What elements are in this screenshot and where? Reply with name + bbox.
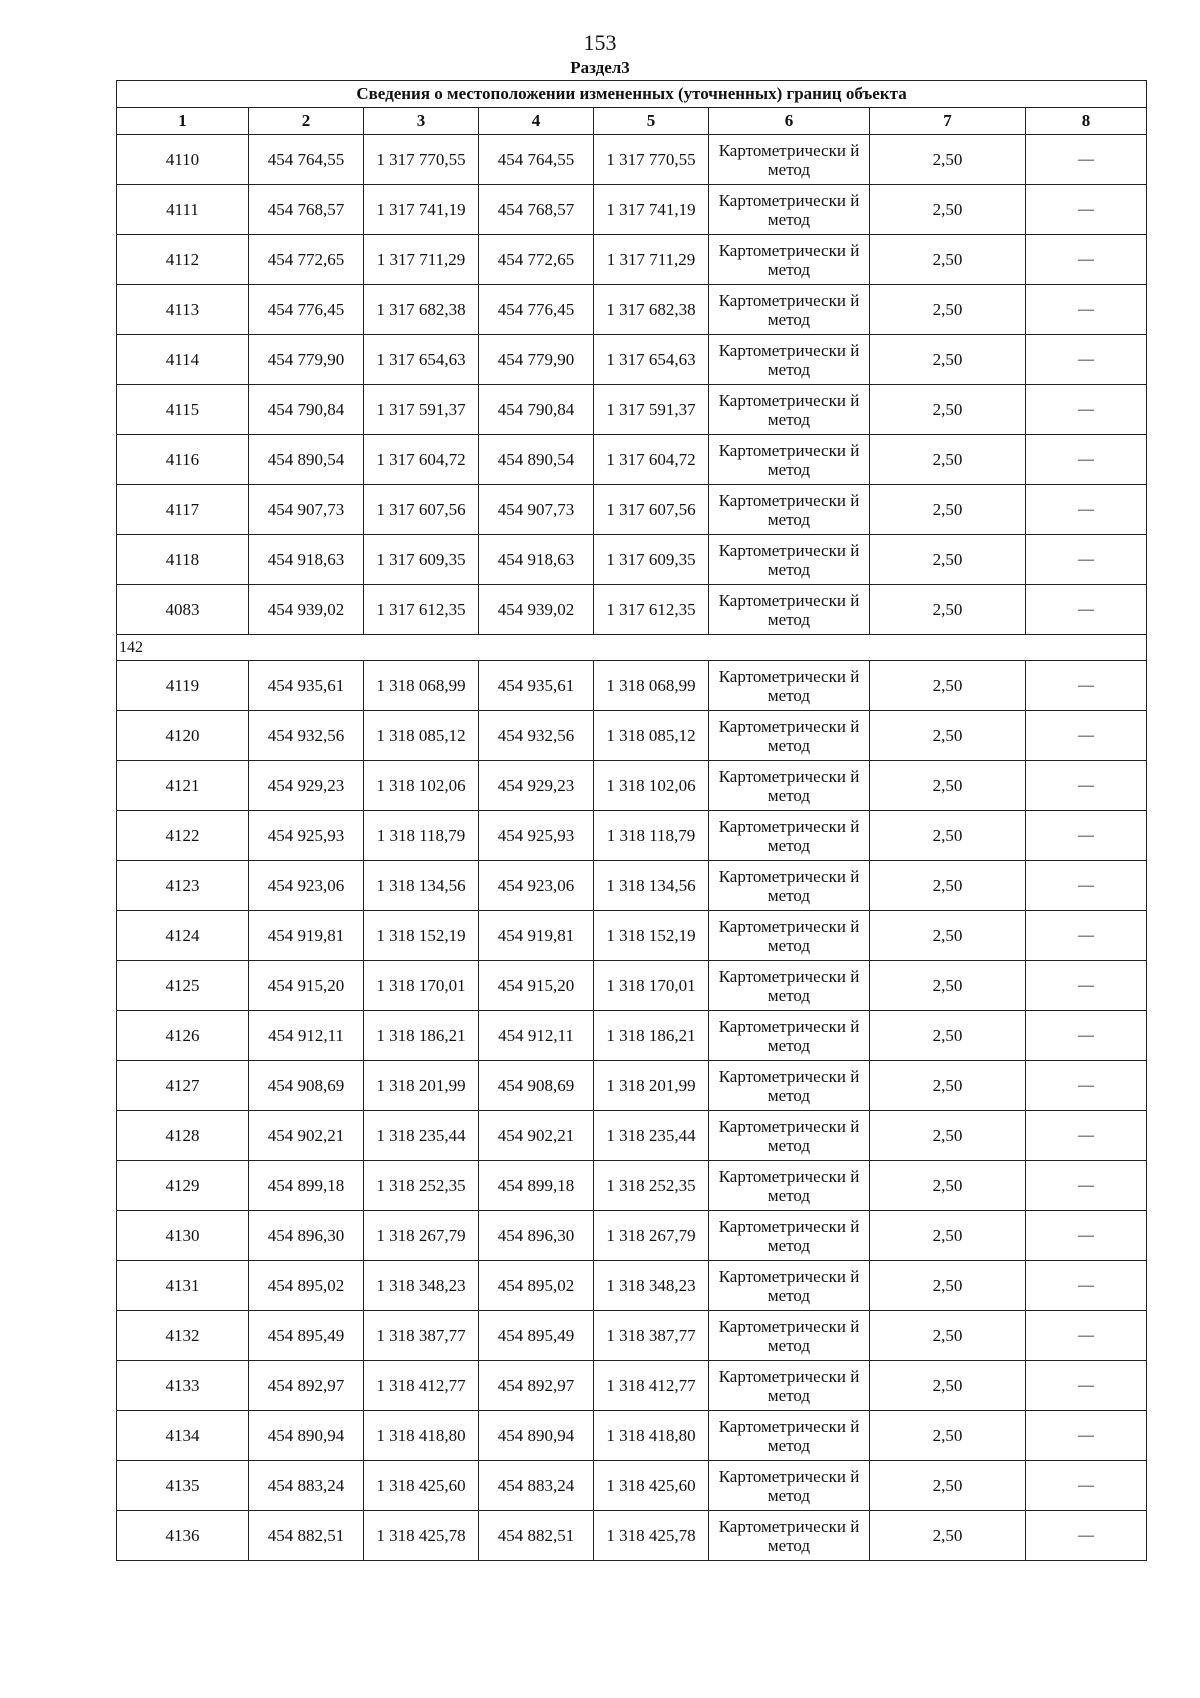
table-row xyxy=(117,861,1147,911)
method-cell: Картометрически й метод xyxy=(709,385,870,435)
point-number-cell: 4132 xyxy=(117,1311,249,1361)
y-refined-cell: 1 318 201,99 xyxy=(594,1061,709,1111)
table-row xyxy=(117,1311,1147,1361)
x-existing-cell: 454 939,02 xyxy=(249,585,364,635)
method-cell: Картометрически й метод xyxy=(709,1111,870,1161)
x-refined-cell: 454 918,63 xyxy=(479,535,594,585)
y-existing-cell: 1 318 102,06 xyxy=(364,761,479,811)
y-existing-cell: 1 318 170,01 xyxy=(364,961,479,1011)
accuracy-cell: 2,50 xyxy=(870,335,1026,385)
point-number-cell: 4083 xyxy=(117,585,249,635)
point-number-cell: 4118 xyxy=(117,535,249,585)
x-existing-cell: 454 768,57 xyxy=(249,185,364,235)
y-existing-cell: 1 317 607,56 xyxy=(364,485,479,535)
note-cell: — xyxy=(1026,1261,1147,1311)
point-number-cell: 4130 xyxy=(117,1211,249,1261)
note-cell: — xyxy=(1026,235,1147,285)
method-cell: Картометрически й метод xyxy=(709,761,870,811)
table-body xyxy=(117,135,1147,1561)
x-existing-cell: 454 883,24 xyxy=(249,1461,364,1511)
table-row xyxy=(117,1211,1147,1261)
table-row xyxy=(117,585,1147,635)
y-refined-cell: 1 318 425,78 xyxy=(594,1511,709,1561)
note-cell: — xyxy=(1026,661,1147,711)
method-cell: Картометрически й метод xyxy=(709,811,870,861)
accuracy-cell: 2,50 xyxy=(870,661,1026,711)
note-cell: — xyxy=(1026,961,1147,1011)
x-existing-cell: 454 902,21 xyxy=(249,1111,364,1161)
y-existing-cell: 1 318 387,77 xyxy=(364,1311,479,1361)
y-refined-cell: 1 318 118,79 xyxy=(594,811,709,861)
y-refined-cell: 1 317 607,56 xyxy=(594,485,709,535)
method-cell: Картометрически й метод xyxy=(709,911,870,961)
point-number-cell: 4116 xyxy=(117,435,249,485)
y-refined-cell: 1 318 418,80 xyxy=(594,1411,709,1461)
accuracy-cell: 2,50 xyxy=(870,585,1026,635)
column-header: 2 xyxy=(249,108,364,135)
accuracy-cell: 2,50 xyxy=(870,535,1026,585)
y-existing-cell: 1 317 591,37 xyxy=(364,385,479,435)
table-row xyxy=(117,235,1147,285)
x-existing-cell: 454 776,45 xyxy=(249,285,364,335)
accuracy-cell: 2,50 xyxy=(870,911,1026,961)
table-row xyxy=(117,961,1147,1011)
table-row xyxy=(117,1111,1147,1161)
x-existing-cell: 454 890,94 xyxy=(249,1411,364,1461)
accuracy-cell: 2,50 xyxy=(870,1511,1026,1561)
method-cell: Картометрически й метод xyxy=(709,185,870,235)
y-existing-cell: 1 317 711,29 xyxy=(364,235,479,285)
table-row xyxy=(117,711,1147,761)
point-number-cell: 4131 xyxy=(117,1261,249,1311)
x-refined-cell: 454 935,61 xyxy=(479,661,594,711)
x-existing-cell: 454 772,65 xyxy=(249,235,364,285)
note-cell: — xyxy=(1026,585,1147,635)
y-refined-cell: 1 318 134,56 xyxy=(594,861,709,911)
point-number-cell: 4114 xyxy=(117,335,249,385)
column-header: 4 xyxy=(479,108,594,135)
y-refined-cell: 1 317 604,72 xyxy=(594,435,709,485)
method-cell: Картометрически й метод xyxy=(709,285,870,335)
method-cell: Картометрически й метод xyxy=(709,861,870,911)
point-number-cell: 4129 xyxy=(117,1161,249,1211)
y-refined-cell: 1 317 591,37 xyxy=(594,385,709,435)
column-header: 6 xyxy=(709,108,870,135)
y-refined-cell: 1 318 186,21 xyxy=(594,1011,709,1061)
x-existing-cell: 454 890,54 xyxy=(249,435,364,485)
x-refined-cell: 454 899,18 xyxy=(479,1161,594,1211)
y-existing-cell: 1 318 425,78 xyxy=(364,1511,479,1561)
method-cell: Картометрически й метод xyxy=(709,1061,870,1111)
table-row xyxy=(117,1161,1147,1211)
y-existing-cell: 1 318 418,80 xyxy=(364,1411,479,1461)
method-cell: Картометрически й метод xyxy=(709,585,870,635)
point-number-cell: 4128 xyxy=(117,1111,249,1161)
table-row xyxy=(117,135,1147,185)
y-existing-cell: 1 318 412,77 xyxy=(364,1361,479,1411)
method-cell: Картометрически й метод xyxy=(709,1211,870,1261)
note-cell: — xyxy=(1026,1011,1147,1061)
note-cell: — xyxy=(1026,285,1147,335)
method-cell: Картометрически й метод xyxy=(709,711,870,761)
y-refined-cell: 1 318 425,60 xyxy=(594,1461,709,1511)
accuracy-cell: 2,50 xyxy=(870,1311,1026,1361)
accuracy-cell: 2,50 xyxy=(870,811,1026,861)
y-refined-cell: 1 318 085,12 xyxy=(594,711,709,761)
x-refined-cell: 454 764,55 xyxy=(479,135,594,185)
point-number-cell: 4119 xyxy=(117,661,249,711)
y-refined-cell: 1 317 612,35 xyxy=(594,585,709,635)
method-cell: Картометрически й метод xyxy=(709,235,870,285)
group-row xyxy=(117,635,1147,661)
note-cell: — xyxy=(1026,1511,1147,1561)
table-row xyxy=(117,1361,1147,1411)
accuracy-cell: 2,50 xyxy=(870,1011,1026,1061)
group-label: 142 xyxy=(117,635,1147,661)
x-refined-cell: 454 939,02 xyxy=(479,585,594,635)
accuracy-cell: 2,50 xyxy=(870,861,1026,911)
note-cell: — xyxy=(1026,1411,1147,1461)
x-refined-cell: 454 883,24 xyxy=(479,1461,594,1511)
y-refined-cell: 1 318 267,79 xyxy=(594,1211,709,1261)
x-refined-cell: 454 779,90 xyxy=(479,335,594,385)
note-cell: — xyxy=(1026,1211,1147,1261)
accuracy-cell: 2,50 xyxy=(870,435,1026,485)
point-number-cell: 4123 xyxy=(117,861,249,911)
method-cell: Картометрически й метод xyxy=(709,1461,870,1511)
y-existing-cell: 1 317 654,63 xyxy=(364,335,479,385)
y-existing-cell: 1 318 201,99 xyxy=(364,1061,479,1111)
x-existing-cell: 454 764,55 xyxy=(249,135,364,185)
x-refined-cell: 454 890,54 xyxy=(479,435,594,485)
table-row xyxy=(117,1261,1147,1311)
boundary-coordinates-table xyxy=(116,80,1147,1561)
accuracy-cell: 2,50 xyxy=(870,285,1026,335)
y-refined-cell: 1 317 609,35 xyxy=(594,535,709,585)
table-row xyxy=(117,761,1147,811)
method-cell: Картометрически й метод xyxy=(709,535,870,585)
note-cell: — xyxy=(1026,1061,1147,1111)
x-refined-cell: 454 929,23 xyxy=(479,761,594,811)
note-cell: — xyxy=(1026,1461,1147,1511)
x-existing-cell: 454 882,51 xyxy=(249,1511,364,1561)
x-refined-cell: 454 895,02 xyxy=(479,1261,594,1311)
x-refined-cell: 454 907,73 xyxy=(479,485,594,535)
accuracy-cell: 2,50 xyxy=(870,1211,1026,1261)
table-row xyxy=(117,1011,1147,1061)
x-refined-cell: 454 925,93 xyxy=(479,811,594,861)
note-cell: — xyxy=(1026,435,1147,485)
note-cell: — xyxy=(1026,185,1147,235)
y-refined-cell: 1 317 770,55 xyxy=(594,135,709,185)
table-row xyxy=(117,1511,1147,1561)
table-row xyxy=(117,335,1147,385)
point-number-cell: 4133 xyxy=(117,1361,249,1411)
column-header-row xyxy=(117,108,1147,135)
accuracy-cell: 2,50 xyxy=(870,1361,1026,1411)
accuracy-cell: 2,50 xyxy=(870,485,1026,535)
accuracy-cell: 2,50 xyxy=(870,385,1026,435)
y-refined-cell: 1 318 068,99 xyxy=(594,661,709,711)
table-title-row xyxy=(117,81,1147,108)
note-cell: — xyxy=(1026,861,1147,911)
table-row xyxy=(117,911,1147,961)
method-cell: Картометрически й метод xyxy=(709,1161,870,1211)
column-header: 3 xyxy=(364,108,479,135)
accuracy-cell: 2,50 xyxy=(870,961,1026,1011)
accuracy-cell: 2,50 xyxy=(870,1061,1026,1111)
x-existing-cell: 454 907,73 xyxy=(249,485,364,535)
y-existing-cell: 1 318 118,79 xyxy=(364,811,479,861)
table-row xyxy=(117,811,1147,861)
table-row xyxy=(117,485,1147,535)
point-number-cell: 4120 xyxy=(117,711,249,761)
x-refined-cell: 454 892,97 xyxy=(479,1361,594,1411)
table-row xyxy=(117,285,1147,335)
y-refined-cell: 1 318 170,01 xyxy=(594,961,709,1011)
y-refined-cell: 1 317 741,19 xyxy=(594,185,709,235)
y-existing-cell: 1 317 682,38 xyxy=(364,285,479,335)
y-existing-cell: 1 318 252,35 xyxy=(364,1161,479,1211)
x-existing-cell: 454 935,61 xyxy=(249,661,364,711)
x-existing-cell: 454 896,30 xyxy=(249,1211,364,1261)
column-header: 7 xyxy=(870,108,1026,135)
y-existing-cell: 1 317 612,35 xyxy=(364,585,479,635)
x-refined-cell: 454 768,57 xyxy=(479,185,594,235)
x-existing-cell: 454 929,23 xyxy=(249,761,364,811)
note-cell: — xyxy=(1026,485,1147,535)
x-refined-cell: 454 890,94 xyxy=(479,1411,594,1461)
point-number-cell: 4111 xyxy=(117,185,249,235)
y-existing-cell: 1 318 134,56 xyxy=(364,861,479,911)
page-number: 153 xyxy=(583,30,617,55)
point-number-cell: 4134 xyxy=(117,1411,249,1461)
method-cell: Картометрически й метод xyxy=(709,1261,870,1311)
method-cell: Картометрически й метод xyxy=(709,661,870,711)
point-number-cell: 4124 xyxy=(117,911,249,961)
table-title: Сведения о местоположении измененных (уточненных) границ объекта xyxy=(117,81,1147,108)
y-existing-cell: 1 317 609,35 xyxy=(364,535,479,585)
method-cell: Картометрически й метод xyxy=(709,1311,870,1361)
x-refined-cell: 454 908,69 xyxy=(479,1061,594,1111)
method-cell: Картометрически й метод xyxy=(709,1411,870,1461)
point-number-cell: 4112 xyxy=(117,235,249,285)
x-refined-cell: 454 902,21 xyxy=(479,1111,594,1161)
y-refined-cell: 1 317 682,38 xyxy=(594,285,709,335)
y-refined-cell: 1 317 711,29 xyxy=(594,235,709,285)
x-existing-cell: 454 925,93 xyxy=(249,811,364,861)
note-cell: — xyxy=(1026,1361,1147,1411)
accuracy-cell: 2,50 xyxy=(870,235,1026,285)
method-cell: Картометрически й метод xyxy=(709,135,870,185)
table-row xyxy=(117,385,1147,435)
method-cell: Картометрически й метод xyxy=(709,435,870,485)
table-row xyxy=(117,185,1147,235)
y-existing-cell: 1 317 770,55 xyxy=(364,135,479,185)
y-refined-cell: 1 318 348,23 xyxy=(594,1261,709,1311)
point-number-cell: 4127 xyxy=(117,1061,249,1111)
x-refined-cell: 454 772,65 xyxy=(479,235,594,285)
table-row xyxy=(117,435,1147,485)
method-cell: Картометрически й метод xyxy=(709,1361,870,1411)
x-refined-cell: 454 915,20 xyxy=(479,961,594,1011)
y-refined-cell: 1 318 412,77 xyxy=(594,1361,709,1411)
accuracy-cell: 2,50 xyxy=(870,135,1026,185)
point-number-cell: 4110 xyxy=(117,135,249,185)
x-existing-cell: 454 932,56 xyxy=(249,711,364,761)
table-row xyxy=(117,1411,1147,1461)
accuracy-cell: 2,50 xyxy=(870,1111,1026,1161)
table-row xyxy=(117,661,1147,711)
x-existing-cell: 454 918,63 xyxy=(249,535,364,585)
note-cell: — xyxy=(1026,761,1147,811)
note-cell: — xyxy=(1026,1311,1147,1361)
method-cell: Картометрически й метод xyxy=(709,961,870,1011)
x-refined-cell: 454 895,49 xyxy=(479,1311,594,1361)
x-existing-cell: 454 915,20 xyxy=(249,961,364,1011)
note-cell: — xyxy=(1026,535,1147,585)
y-existing-cell: 1 318 348,23 xyxy=(364,1261,479,1311)
y-refined-cell: 1 318 102,06 xyxy=(594,761,709,811)
x-existing-cell: 454 919,81 xyxy=(249,911,364,961)
x-refined-cell: 454 776,45 xyxy=(479,285,594,335)
y-existing-cell: 1 318 235,44 xyxy=(364,1111,479,1161)
x-existing-cell: 454 892,97 xyxy=(249,1361,364,1411)
x-refined-cell: 454 790,84 xyxy=(479,385,594,435)
y-existing-cell: 1 317 741,19 xyxy=(364,185,479,235)
x-existing-cell: 454 895,02 xyxy=(249,1261,364,1311)
section-title: Раздел3 xyxy=(570,58,630,77)
accuracy-cell: 2,50 xyxy=(870,711,1026,761)
y-existing-cell: 1 318 152,19 xyxy=(364,911,479,961)
x-refined-cell: 454 932,56 xyxy=(479,711,594,761)
y-refined-cell: 1 318 152,19 xyxy=(594,911,709,961)
x-existing-cell: 454 779,90 xyxy=(249,335,364,385)
accuracy-cell: 2,50 xyxy=(870,1161,1026,1211)
point-number-cell: 4125 xyxy=(117,961,249,1011)
column-header: 1 xyxy=(117,108,249,135)
note-cell: — xyxy=(1026,335,1147,385)
point-number-cell: 4122 xyxy=(117,811,249,861)
y-existing-cell: 1 317 604,72 xyxy=(364,435,479,485)
y-existing-cell: 1 318 068,99 xyxy=(364,661,479,711)
accuracy-cell: 2,50 xyxy=(870,761,1026,811)
note-cell: — xyxy=(1026,135,1147,185)
y-existing-cell: 1 318 425,60 xyxy=(364,1461,479,1511)
note-cell: — xyxy=(1026,1161,1147,1211)
point-number-cell: 4126 xyxy=(117,1011,249,1061)
method-cell: Картометрически й метод xyxy=(709,485,870,535)
point-number-cell: 4113 xyxy=(117,285,249,335)
x-existing-cell: 454 899,18 xyxy=(249,1161,364,1211)
column-header: 5 xyxy=(594,108,709,135)
column-header: 8 xyxy=(1026,108,1147,135)
x-existing-cell: 454 908,69 xyxy=(249,1061,364,1111)
table-row xyxy=(117,535,1147,585)
x-refined-cell: 454 919,81 xyxy=(479,911,594,961)
point-number-cell: 4117 xyxy=(117,485,249,535)
y-existing-cell: 1 318 186,21 xyxy=(364,1011,479,1061)
note-cell: — xyxy=(1026,1111,1147,1161)
x-refined-cell: 454 923,06 xyxy=(479,861,594,911)
x-existing-cell: 454 923,06 xyxy=(249,861,364,911)
x-existing-cell: 454 790,84 xyxy=(249,385,364,435)
y-refined-cell: 1 317 654,63 xyxy=(594,335,709,385)
y-refined-cell: 1 318 387,77 xyxy=(594,1311,709,1361)
point-number-cell: 4136 xyxy=(117,1511,249,1561)
accuracy-cell: 2,50 xyxy=(870,185,1026,235)
x-refined-cell: 454 896,30 xyxy=(479,1211,594,1261)
x-existing-cell: 454 912,11 xyxy=(249,1011,364,1061)
x-existing-cell: 454 895,49 xyxy=(249,1311,364,1361)
y-refined-cell: 1 318 252,35 xyxy=(594,1161,709,1211)
note-cell: — xyxy=(1026,911,1147,961)
x-refined-cell: 454 882,51 xyxy=(479,1511,594,1561)
note-cell: — xyxy=(1026,385,1147,435)
table-row xyxy=(117,1061,1147,1111)
point-number-cell: 4115 xyxy=(117,385,249,435)
y-existing-cell: 1 318 267,79 xyxy=(364,1211,479,1261)
method-cell: Картометрически й метод xyxy=(709,335,870,385)
method-cell: Картометрически й метод xyxy=(709,1011,870,1061)
point-number-cell: 4121 xyxy=(117,761,249,811)
accuracy-cell: 2,50 xyxy=(870,1461,1026,1511)
table-row xyxy=(117,1461,1147,1511)
method-cell: Картометрически й метод xyxy=(709,1511,870,1561)
y-existing-cell: 1 318 085,12 xyxy=(364,711,479,761)
note-cell: — xyxy=(1026,711,1147,761)
y-refined-cell: 1 318 235,44 xyxy=(594,1111,709,1161)
point-number-cell: 4135 xyxy=(117,1461,249,1511)
accuracy-cell: 2,50 xyxy=(870,1261,1026,1311)
x-refined-cell: 454 912,11 xyxy=(479,1011,594,1061)
accuracy-cell: 2,50 xyxy=(870,1411,1026,1461)
note-cell: — xyxy=(1026,811,1147,861)
